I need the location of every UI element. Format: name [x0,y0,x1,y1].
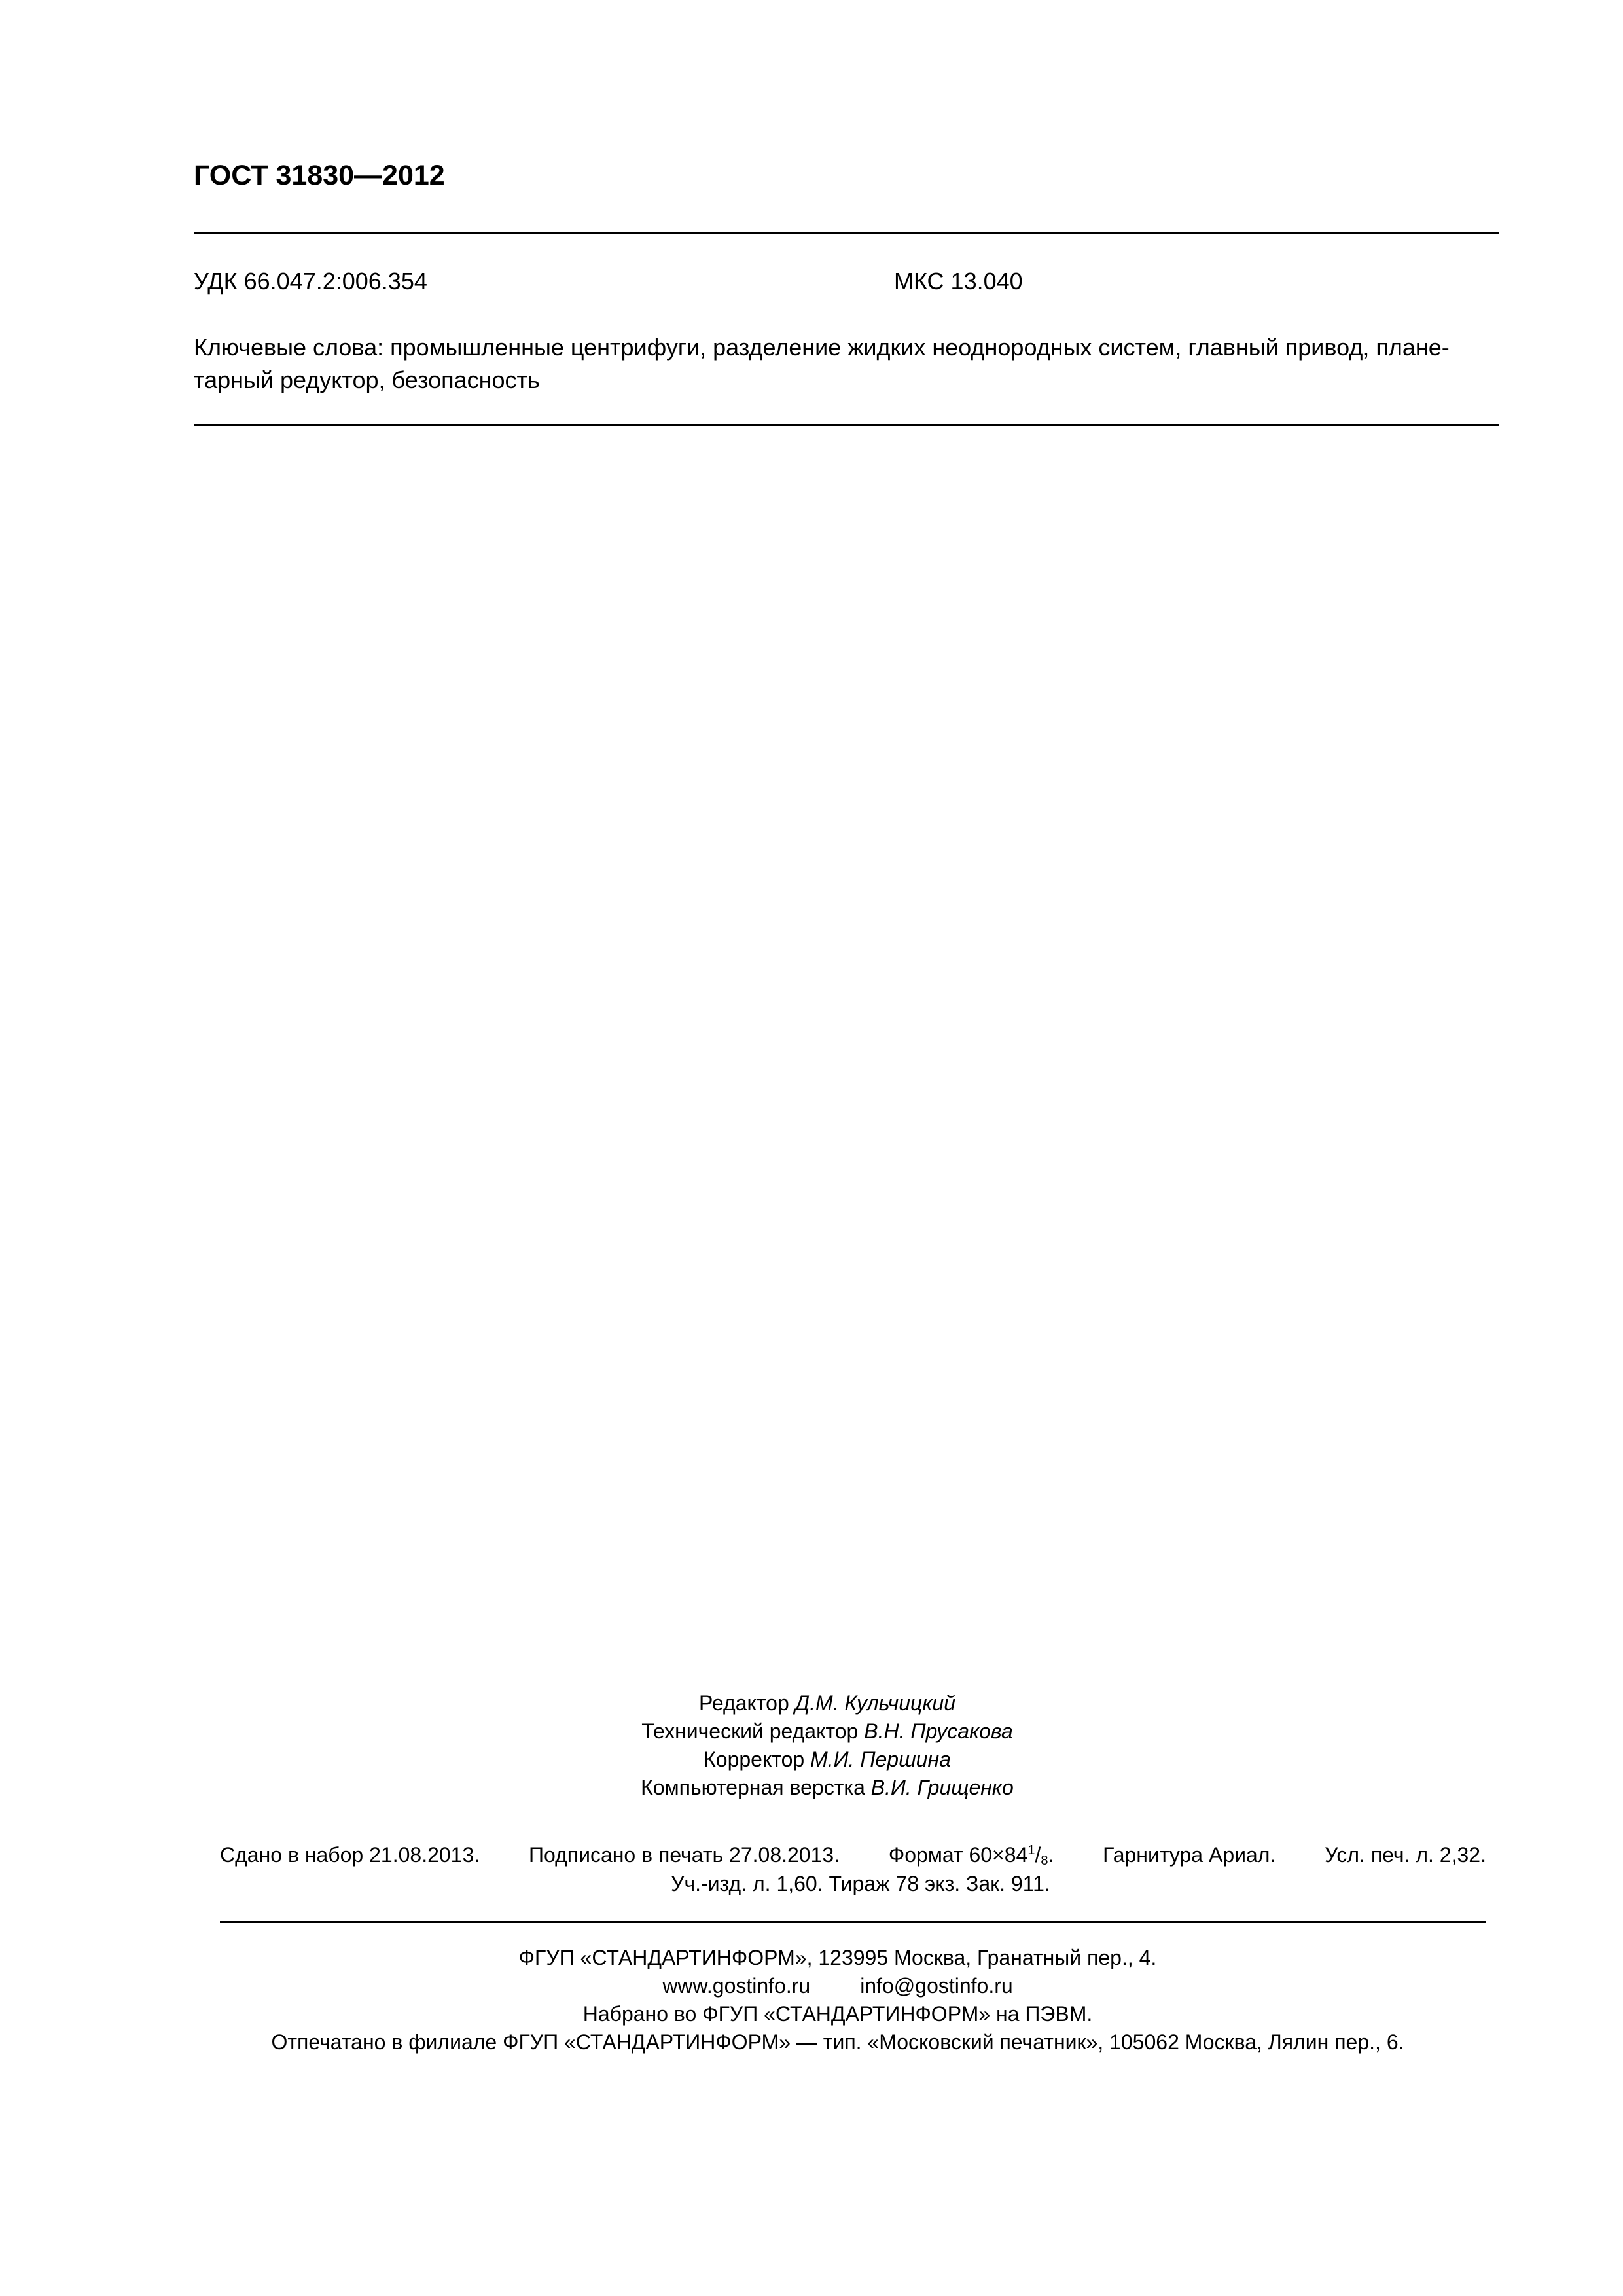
editor-credit [0,1689,1623,1717]
printed-note: Отпечатано в филиале ФГУП «СТАНДАРТИНФОРМ» — тип. «Московский печатник», 105062 Москва, Лялин пер., 6. [271,2030,1404,2054]
corrector-role: Корректор [704,1748,811,1771]
layout-role: Компьютерная верстка [641,1776,871,1799]
corrector-name: М.И. Першина [810,1748,951,1771]
paper-format [889,1840,1054,1869]
udk-code: УДК 66.047.2:006.354 [194,268,427,295]
format-sup: 1 [1027,1843,1035,1857]
keywords-line-1: Ключевые слова: промышленные центрифуги, разделение жидких неоднородных систем, главный привод, плане- [194,334,1450,361]
document-id: ГОСТ 31830—2012 [194,160,445,191]
editor-role: Редактор [698,1691,795,1715]
contact-line [0,1972,1623,2000]
layout-name: В.И. Грищенко [870,1776,1014,1799]
footer-divider [220,1921,1486,1923]
corrector-credit [0,1746,1623,1774]
publisher-address: ФГУП «СТАНДАРТИНФОРМ», 123995 Москва, Гранатный пер., 4. [518,1946,1157,1969]
tech-editor-name: В.Н. Прусакова [864,1719,1013,1743]
typeface: Гарнитура Ариал. [1103,1843,1276,1867]
website-link[interactable]: www.gostinfo.ru [662,1974,811,1998]
format-sub: 8 [1041,1854,1048,1868]
keywords-divider [194,424,1499,426]
credits-block [0,1689,1623,1802]
typeset-note: Набрано во ФГУП «СТАНДАРТИНФОРМ» на ПЭВМ. [582,2002,1093,2026]
publishing-details [220,1840,1486,1869]
submitted-date: Сдано в набор 21.08.2013. [220,1843,480,1867]
keywords-block [194,331,1503,397]
keywords-line-2: тарный редуктор, безопасность [194,367,540,393]
format-prefix: Формат 60×84 [888,1843,1028,1867]
tech-editor-role: Технический редактор [641,1719,865,1743]
format-end: . [1048,1843,1054,1867]
publisher-footer [0,1944,1623,2056]
top-divider [194,232,1499,234]
layout-credit [0,1774,1623,1802]
mks-code: МКС 13.040 [894,268,1023,295]
format-slash: / [1035,1843,1041,1867]
email-link[interactable]: info@gostinfo.ru [860,1974,1013,1998]
publishing-details-line-2: Уч.-изд. л. 1,60. Тираж 78 экз. Зак. 911. [671,1872,1050,1895]
print-sheets: Усл. печ. л. 2,32. [1325,1843,1486,1867]
tech-editor-credit [0,1717,1623,1746]
editor-name: Д.М. Кульчицкий [794,1691,956,1715]
signed-date: Подписано в печать 27.08.2013. [528,1843,840,1867]
